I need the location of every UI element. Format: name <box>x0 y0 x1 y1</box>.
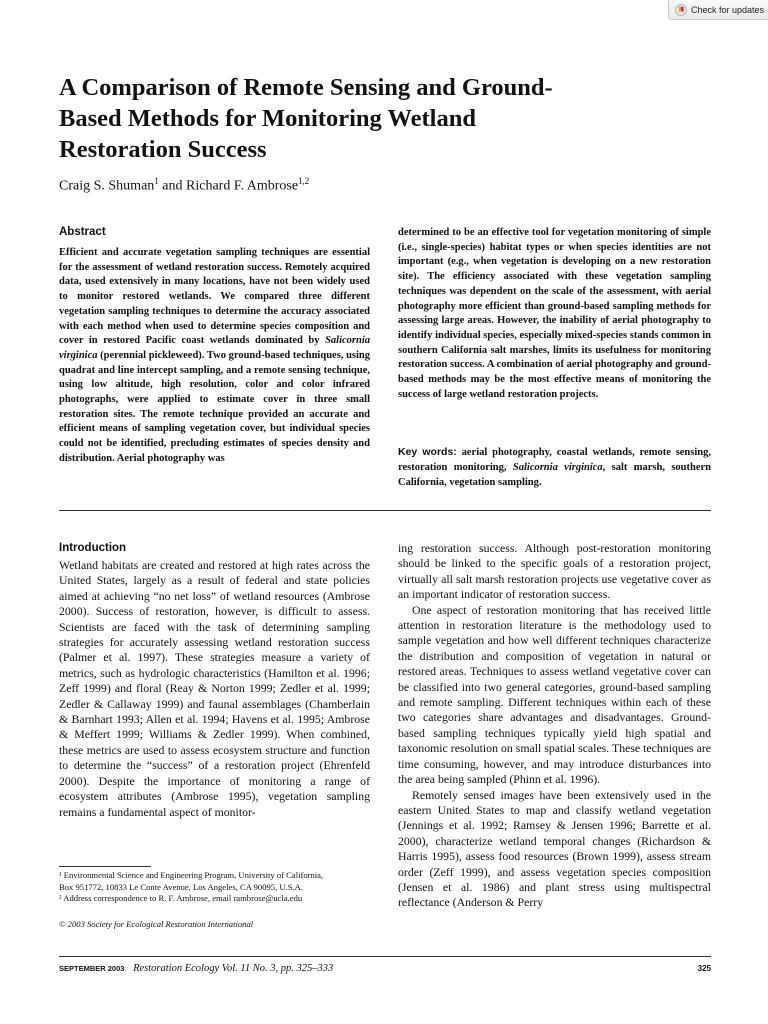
abstract-species-name: Salicornia virginica <box>59 335 370 361</box>
body-column-left <box>59 558 370 820</box>
article-title: A Comparison of Remote Sensing and Ground-Based Methods for Monitoring Wetland Restoration Success <box>59 74 553 163</box>
introduction-heading: Introduction <box>59 542 127 554</box>
keywords <box>398 445 711 490</box>
footer-divider <box>59 956 711 957</box>
footnote-correspondence: ² Address correspondence to R. F. Ambrose, email rambrose@ucla.edu <box>59 893 303 903</box>
body-paragraph: Wetland habitats are created and restored at high rates across the United States, largely as a result of federal and state policies aimed at achieving “no net loss” of wetland resources (Ambrose 2000). Success of restoration, however, is difficult to assess. Scientists are faced with the task of determining sampling strategies for accurately assessing wetland restoration success (Palmer et al. 1997). These strategies measure a variety of metrics, such as hydrologic characteristics (Hamilton et al. 1996; Zeff 1999) and floral (Reay & Norton 1999; Zedler et al. 1999; Zedler & Callaway 1999) and faunal assemblages (Chamberlain & Barnhart 1993; Allen et al. 1994; Havens et al. 1995; Ambrose & Meffert 1999; Williams & Zedler 1999). When combined, these metrics are used to assess ecosystem structure and function to determine the “success” of a restoration project (Ehrenfeld 2000). Despite the importance of monitoring a range of ecosystem attributes (Ambrose 1995), vegetation sampling remains a fundamental aspect of monitor- <box>59 558 370 819</box>
body-paragraph: ing restoration success. Although post-restoration monitoring should be linked to the specific goals of a restoration project, virtually all salt marsh restoration projects use vegetative cover as an important indicator of restoration success. <box>398 541 711 602</box>
footnote-affiliation-line: ¹ Environmental Science and Engineering Program, University of California, <box>59 870 324 880</box>
abstract-text-left <box>59 246 370 467</box>
copyright-notice: © 2003 Society for Ecological Restoration International <box>59 919 254 929</box>
abstract-text-right: determined to be an effective tool for vegetation monitoring of simple (i.e., single-species) habitat types or when species identities are not important (e.g., when vegetation is developing on a new restoration site). The efficiency associated with these vegetation sampling techniques was dependent on the scale of the assessment, with aerial photography more efficient than ground-based sampling methods for assessing large areas. However, the inability of aerial photography to identify individual species, especially mixed-species stands common in southern California salt marshes, limits its usefulness for monitoring restoration success. A combination of aerial photography and ground-based methods may be the most effective means of monitoring the success of large wetland restoration projects. <box>398 227 711 400</box>
check-for-updates-button[interactable] <box>668 0 768 20</box>
keywords-text: , salt marsh, southern California, vegetation sampling. <box>398 462 711 488</box>
page-number: 325 <box>697 964 711 973</box>
author-conjunction: and <box>162 178 183 194</box>
author-affiliation-marker: 1 <box>154 176 159 186</box>
keywords-label: Key words: <box>398 446 457 458</box>
footnote-affiliation-line: Box 951772, 10833 Le Conte Avenue, Los Angeles, CA 90095, U.S.A. <box>59 881 304 892</box>
footnote-divider <box>59 866 151 867</box>
crossmark-icon <box>675 4 687 16</box>
keywords-species: Salicornia virginica <box>512 462 603 473</box>
body-column-right <box>398 541 711 911</box>
section-divider <box>59 510 711 511</box>
abstract-text-part: Efficient and accurate vegetation sampling techniques are essential for the assessment of wetland restoration success. Remotely acquired data, used extensively in many locations, have not been widely used to monitor restored wetlands. We compared three different vegetation sampling techniques to determine the accuracy associated with each method when used to determine species composition and cover in restored Pacific coast wetlands dominated by <box>59 247 370 347</box>
abstract-heading: Abstract <box>59 226 106 238</box>
body-paragraph: Remotely sensed images have been extensively used in the eastern United States to map and classify wetland vegetation (Jennings et al. 1992; Ramsey & Jensen 1996; Barrette et al. 2000), characterize wetland temporal changes (Richardson & Harris 1995), assess food resources (Brown 1999), assess stream order (Zeff 1999), and assess vegetation species composition (Jensen et al. 1986) and plant stress using multispectral reflectance (Anderson & Perry <box>398 787 711 910</box>
issue-date: SEPTEMBER 2003 <box>59 964 125 973</box>
footnotes <box>59 870 370 905</box>
author-line <box>59 176 309 195</box>
keywords-text: aerial photography, coastal wetlands, remote sensing, restoration monitoring, <box>398 447 711 473</box>
journal-citation: Restoration Ecology Vol. 11 No. 3, pp. 325–333 <box>133 963 334 974</box>
author-shuman: Craig S. Shuman <box>59 178 155 194</box>
author-affiliation-marker: 1,2 <box>298 176 310 186</box>
body-paragraph: One aspect of restoration monitoring that has received little attention in restoration literature is the methodology used to sample vegetation and how well different techniques characterize the distribution and composition of vegetation in natural or restored areas. Techniques to assess wetland vegetative cover can be classified into two general categories, ground-based sampling and remote sampling. Different techniques within each of these two categories share advantages and disadvantages. Ground-based sampling techniques typically yield high spatial and taxonomic resolution on small spatial scales. These techniques are time consuming, however, and may introduce disturbances into the area being sampled (Phinn et al. 1996). <box>398 602 711 787</box>
abstract-text-part: (perennial pickleweed). Two ground-based techniques, using quadrat and line intercept sampling, and a remote sensing technique, using low altitude, high resolution, color and color infrared photographs, were applied to estimate cover in three small restoration sites. The remote technique provided an accurate and efficient means of sampling vegetation cover, but individual species could not be identified, precluding estimates of species density and distribution. Aerial photography was <box>59 349 370 464</box>
running-footer <box>59 963 333 974</box>
check-for-updates-label: Check for updates <box>691 4 765 15</box>
author-ambrose: Richard F. Ambrose <box>186 178 299 194</box>
